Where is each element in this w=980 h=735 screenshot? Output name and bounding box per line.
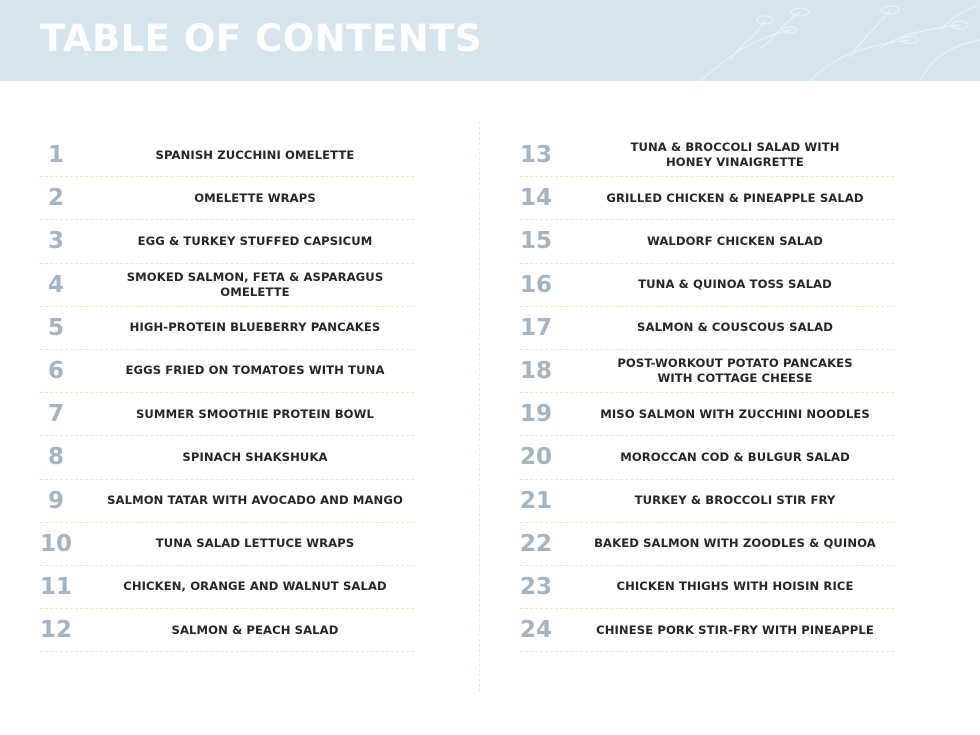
toc-entry-number: 5 — [48, 314, 65, 341]
toc-entry-number: 17 — [520, 314, 553, 341]
toc-entry[interactable] — [520, 393, 894, 436]
toc-entry-title-wrap — [96, 264, 414, 306]
column-divider — [479, 122, 480, 692]
toc-entry[interactable] — [520, 436, 894, 479]
toc-entry-title: OMELETTE WRAPS — [194, 190, 316, 205]
toc-entry[interactable] — [40, 220, 414, 263]
toc-entry-title-wrap — [96, 177, 414, 219]
toc-entry-title-wrap — [576, 393, 894, 435]
toc-entry-title: SUMMER SMOOTHIE PROTEIN BOWL — [135, 406, 375, 421]
toc-entry-title: SMOKED SALMON, FETA & ASPARAGUS OMELETTE — [126, 269, 384, 299]
toc-entry[interactable] — [40, 609, 414, 652]
toc-entry-title: SPANISH ZUCCHINI OMELETTE — [155, 147, 355, 162]
toc-entry-title: WALDORF CHICKEN SALAD — [646, 233, 824, 248]
toc-entry-title: SALMON & PEACH SALAD — [171, 622, 339, 637]
toc-entry[interactable] — [520, 177, 894, 220]
toc-entry[interactable] — [40, 480, 414, 523]
toc-entry-title: MISO SALMON WITH ZUCCHINI NOODLES — [600, 406, 870, 421]
toc-entry-number: 20 — [520, 444, 553, 471]
toc-entry-title-wrap — [576, 307, 894, 349]
toc-entry[interactable] — [520, 566, 894, 609]
toc-entry-number: 1 — [48, 142, 65, 168]
toc-entry-title: EGGS FRIED ON TOMATOES WITH TUNA — [125, 363, 385, 378]
toc-entry-title: CHICKEN THIGHS WITH HOISIN RICE — [616, 579, 854, 594]
toc-entry-title: SPINACH SHAKSHUKA — [182, 449, 328, 464]
toc-entry[interactable] — [40, 350, 414, 393]
page-header — [0, 0, 980, 81]
toc-entry-number: 11 — [40, 573, 73, 600]
toc-entry[interactable] — [40, 177, 414, 220]
toc-entry-title-wrap — [576, 264, 894, 306]
toc-entry-title: MOROCCAN COD & BULGUR SALAD — [620, 449, 850, 464]
toc-entry-number: 9 — [48, 487, 65, 514]
toc-entry[interactable] — [40, 523, 414, 566]
toc-entry-title-wrap — [96, 609, 414, 651]
toc-entry-number: 21 — [520, 487, 553, 514]
toc-entry-title-wrap — [576, 566, 894, 608]
page-title: TABLE OF CONTENTS — [40, 17, 482, 60]
toc-entry-number: 16 — [520, 271, 553, 298]
toc-entry-title-wrap — [96, 350, 414, 392]
toc-entry[interactable] — [520, 350, 894, 393]
toc-column-right — [520, 134, 894, 652]
toc-entry-title-wrap — [576, 134, 894, 176]
toc-entry-title-wrap — [576, 350, 894, 392]
toc-entry-number: 14 — [520, 185, 553, 212]
toc-entry-number: 10 — [40, 530, 73, 557]
toc-entry[interactable] — [520, 609, 894, 652]
toc-entry-title-wrap — [96, 307, 414, 349]
toc-entry-title-wrap — [96, 566, 414, 608]
toc-entry-title-wrap — [96, 134, 414, 176]
leaf-ornament-icon — [660, 0, 980, 81]
toc-entry-title: EGG & TURKEY STUFFED CAPSICUM — [137, 233, 373, 248]
toc-entry-title-wrap — [576, 220, 894, 262]
toc-column-left — [40, 134, 414, 652]
toc-entry-number: 6 — [48, 357, 65, 384]
toc-entry[interactable] — [40, 264, 414, 307]
toc-entry-number: 4 — [48, 271, 65, 298]
toc-entry-title: CHICKEN, ORANGE AND WALNUT SALAD — [123, 579, 387, 594]
toc-entry-number: 12 — [40, 617, 73, 644]
toc-entry[interactable] — [520, 264, 894, 307]
toc-entry[interactable] — [40, 307, 414, 350]
toc-entry-title: CHINESE PORK STIR-FRY WITH PINEAPPLE — [596, 622, 874, 637]
toc-entry[interactable] — [520, 480, 894, 523]
toc-entry-title: GRILLED CHICKEN & PINEAPPLE SALAD — [606, 190, 864, 205]
toc-entry-title: SALMON & COUSCOUS SALAD — [637, 320, 833, 335]
toc-entry-title: TUNA & BROCCOLI SALAD WITH HONEY VINAIGRETTE — [630, 140, 840, 169]
toc-entry[interactable] — [40, 566, 414, 609]
toc-entry-title: TUNA SALAD LETTUCE WRAPS — [155, 536, 355, 551]
toc-entry-number: 13 — [520, 142, 553, 168]
toc-entry-number: 19 — [520, 401, 553, 428]
toc-entry-title: TUNA & QUINOA TOSS SALAD — [638, 277, 832, 292]
toc-entry-title-wrap — [576, 177, 894, 219]
toc-entry-title-wrap — [576, 436, 894, 478]
toc-entry-number: 8 — [48, 444, 65, 471]
toc-entry[interactable] — [40, 436, 414, 479]
toc-entry-number: 22 — [520, 530, 553, 557]
toc-entry-title-wrap — [96, 393, 414, 435]
toc-entry-number: 24 — [520, 617, 553, 644]
toc-entry-title: BAKED SALMON WITH ZOODLES & QUINOA — [594, 536, 876, 551]
toc-entry-title-wrap — [576, 609, 894, 651]
toc-entry[interactable] — [520, 523, 894, 566]
toc-entry-title: HIGH-PROTEIN BLUEBERRY PANCAKES — [129, 320, 381, 335]
toc-entry-number: 2 — [48, 185, 65, 212]
toc-entry-number: 7 — [48, 401, 65, 428]
toc-entry-title-wrap — [96, 480, 414, 522]
toc-entry-title: SALMON TATAR WITH AVOCADO AND MANGO — [107, 493, 403, 507]
toc-entry-number: 23 — [520, 573, 553, 600]
toc-entry-title-wrap — [576, 480, 894, 522]
toc-entry-number: 3 — [48, 228, 65, 255]
toc-entry-title-wrap — [96, 436, 414, 478]
toc-entry-title: TURKEY & BROCCOLI STIR FRY — [634, 493, 836, 507]
toc-entry-number: 15 — [520, 228, 553, 255]
toc-entry-title-wrap — [576, 523, 894, 565]
toc-entry[interactable] — [520, 220, 894, 263]
toc-entry-title-wrap — [96, 523, 414, 565]
toc-entry-title: POST-WORKOUT POTATO PANCAKES WITH COTTAGE CHEESE — [617, 355, 853, 385]
toc-entry[interactable] — [520, 307, 894, 350]
toc-entry[interactable] — [40, 393, 414, 436]
toc-entry[interactable] — [520, 134, 894, 177]
toc-entry-title-wrap — [96, 220, 414, 262]
toc-entry[interactable] — [40, 134, 414, 177]
toc-entry-number: 18 — [520, 357, 553, 384]
